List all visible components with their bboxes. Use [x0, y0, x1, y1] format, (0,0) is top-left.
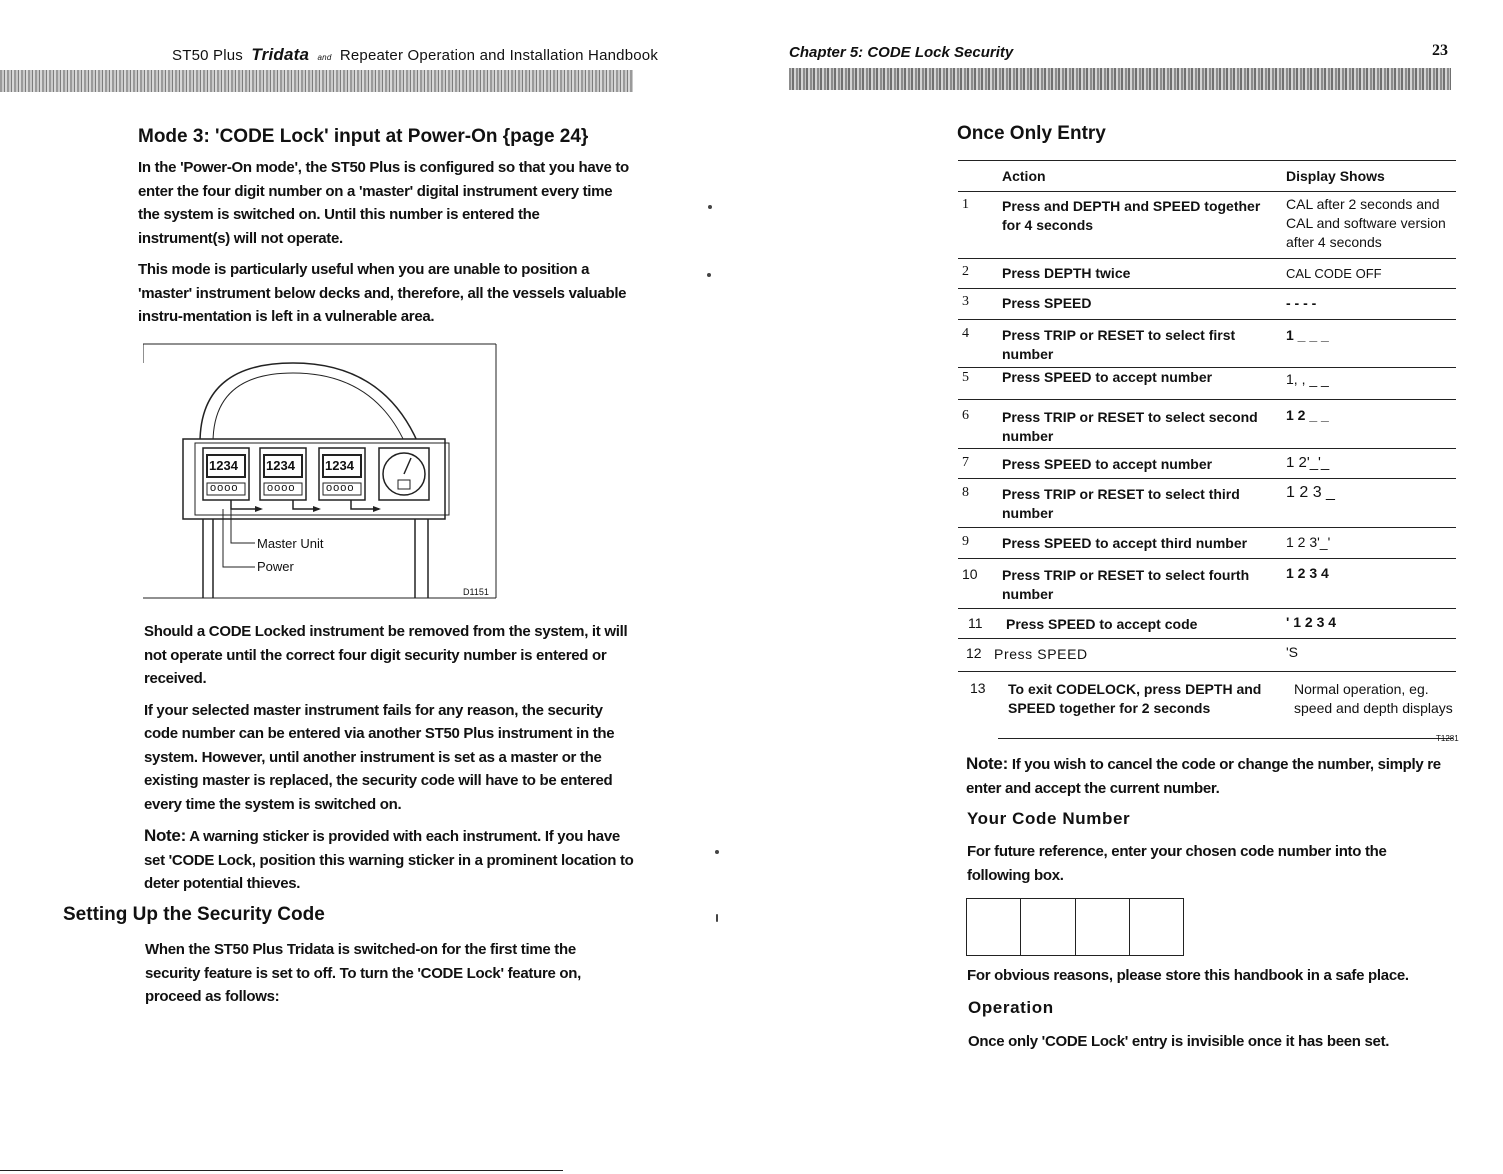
- security-body: [144, 620, 639, 904]
- table-row: 13 To exit CODELOCK, press DEPTH and SPEED together for 2 seconds Normal operation, eg. speed and depth displays: [958, 671, 1456, 738]
- table-row: 1 Press and DEPTH and SPEED together for 4 seconds CAL after 2 seconds and CAL and software version after 4 seconds: [958, 191, 1456, 258]
- gutter-mark-3: [715, 850, 719, 854]
- button-text-3: oooo: [326, 482, 355, 494]
- right-note-text: If you wish to cancel the code or change the number, simply re enter and accept the current number.: [966, 756, 1441, 797]
- left-note-text: A warning sticker is provided with each instrument. If you have set 'CODE Lock, position this warning sticker in a prominent location to deter potential thieves.: [144, 828, 634, 892]
- header-title: Repeater Operation and Installation Handbook: [339, 47, 659, 64]
- gutter-mark-2: [707, 273, 711, 277]
- code-entry-box[interactable]: [966, 898, 1184, 956]
- col-action: Action: [1002, 168, 1046, 184]
- procedure-table: [958, 160, 1459, 743]
- table-row: 3 Press SPEED - - - -: [958, 288, 1456, 319]
- table-bottom-rule: [998, 738, 1453, 739]
- analog-instrument: [379, 448, 429, 500]
- code-digit-4[interactable]: [1130, 899, 1183, 955]
- chapter-header: Chapter 5: CODE Lock Security: [789, 44, 1014, 61]
- instrument-diagram: [143, 343, 498, 601]
- left-header: [172, 45, 658, 65]
- left-note-label: Note:: [144, 826, 186, 845]
- right-header-band: [789, 68, 1451, 90]
- header-product: ST50 Plus: [172, 47, 243, 64]
- table-header: [958, 160, 1456, 191]
- setting-body: [145, 938, 630, 1017]
- table-row: 12 Press SPEED 'S: [958, 638, 1456, 671]
- instrument-diagram-svg: [143, 343, 498, 601]
- left-header-band: [0, 70, 633, 92]
- display-text-2: 1234: [266, 458, 295, 473]
- table-row: 2 Press DEPTH twice CAL CODE OFF: [958, 258, 1456, 288]
- left-note: [144, 824, 639, 896]
- mode3-paragraph-2: This mode is particularly useful when you are unable to position a 'master' instrument below decks and, therefore, all the vessels valuable instru-mentation is left in a vulnerable area.: [138, 261, 627, 325]
- your-code-text: For future reference, enter your chosen code number into the following box.: [967, 843, 1387, 884]
- store-text: For obvious reasons, please store this handbook in a safe place.: [967, 967, 1409, 984]
- gutter-mark-4: [716, 914, 718, 922]
- col-display: Display Shows: [1286, 168, 1385, 184]
- label-master-unit: Master Unit: [257, 536, 324, 551]
- table-row: 8 Press TRIP or RESET to select third number 1 2 3 _: [958, 478, 1456, 527]
- code-digit-3[interactable]: [1076, 899, 1130, 955]
- setting-text: When the ST50 Plus Tridata is switched-on for the first time the security feature is set to off. To turn the 'CODE Lock' feature on, proceed as follows:: [145, 941, 581, 1005]
- right-note-label: Note:: [966, 754, 1008, 773]
- table-row: 11 Press SPEED to accept code ' 1 2 3 4: [958, 608, 1456, 638]
- your-code-heading: Your Code Number: [967, 809, 1131, 828]
- header-tridata: Tridata: [251, 45, 310, 64]
- code-digit-2[interactable]: [1021, 899, 1075, 955]
- operation-text: Once only 'CODE Lock' entry is invisible once it has been set.: [968, 1033, 1390, 1050]
- gutter-mark-1: [708, 205, 712, 209]
- figure-id: D1151: [463, 587, 489, 597]
- button-text-1: oooo: [210, 482, 239, 494]
- paragraph-should: Should a CODE Locked instrument be removed from the system, it will not operate until the correct four digit security number is entered or received.: [144, 623, 628, 687]
- mode3-body: [138, 156, 630, 337]
- label-power: Power: [257, 559, 294, 574]
- header-and: and: [317, 53, 332, 62]
- table-row: 6 Press TRIP or RESET to select second number 1 2 _ _: [958, 399, 1456, 448]
- button-text-2: oooo: [267, 482, 296, 494]
- code-digit-1[interactable]: [967, 899, 1021, 955]
- display-text-3: 1234: [325, 458, 354, 473]
- setting-heading: Setting Up the Security Code: [63, 904, 325, 925]
- mode3-paragraph-1: In the 'Power-On mode', the ST50 Plus is configured so that you have to enter the four digit number on a 'master' digital instrument every time the system is switched on. Until this number is entered the instrument(s) will not operate.: [138, 159, 629, 247]
- table-row: 10 Press TRIP or RESET to select fourth number 1 2 3 4: [958, 558, 1456, 608]
- right-note: [966, 752, 1446, 800]
- table-row: 4 Press TRIP or RESET to select first number 1 _ _ _: [958, 319, 1456, 367]
- paragraph-if-your: If your selected master instrument fails for any reason, the security code number can be entered via another ST50 Plus instrument in the system. However, until another instrument is set as a master or the existing master is replaced, the security code will have to be entered every time the system is switched on.: [144, 701, 615, 813]
- bottom-rule: [0, 1170, 563, 1171]
- mode3-heading: Mode 3: 'CODE Lock' input at Power-On {page 24}: [138, 126, 589, 147]
- table-row: 5 Press SPEED to accept number 1, , _ _: [958, 367, 1456, 399]
- table-row: 9 Press SPEED to accept third number 1 2 3'_': [958, 527, 1456, 558]
- table-id: T1281: [1436, 734, 1459, 743]
- once-only-heading: Once Only Entry: [957, 123, 1106, 144]
- display-text-1: 1234: [209, 458, 238, 473]
- page-number: 23: [1432, 42, 1448, 59]
- operation-heading: Operation: [968, 998, 1054, 1017]
- table-row: 7 Press SPEED to accept number 1 2'_'_: [958, 448, 1456, 478]
